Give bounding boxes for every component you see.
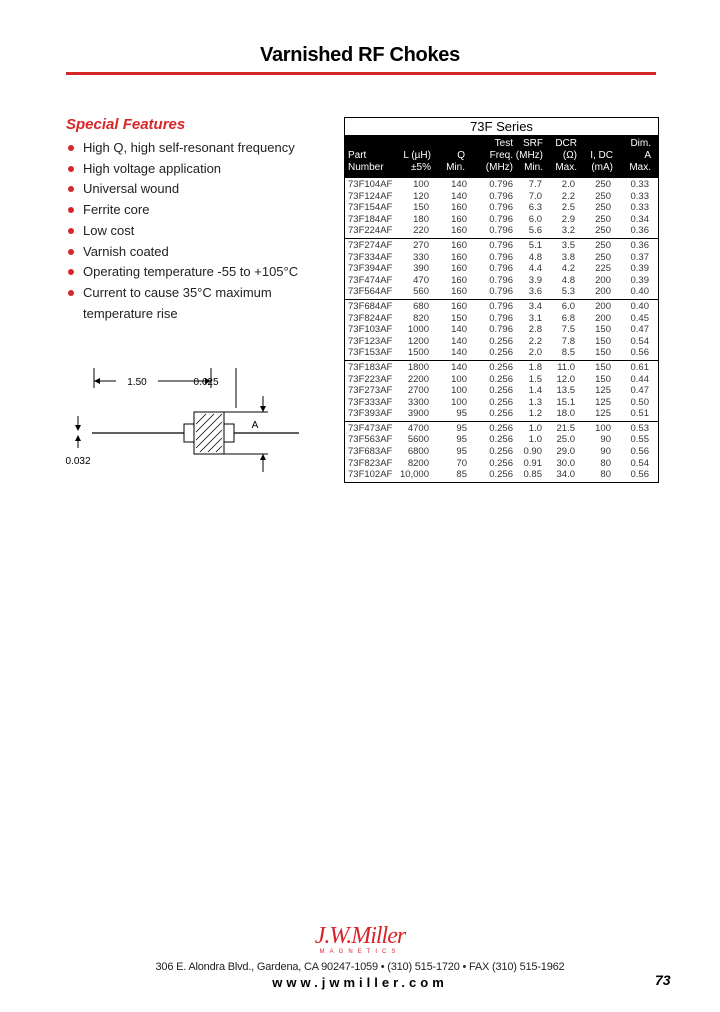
table-cell: 6.0 (528, 213, 542, 225)
table-cell: 0.256 (489, 457, 513, 469)
column-header: SRF (MHz) Min. (515, 138, 543, 173)
table-cell: 125 (595, 385, 611, 397)
column-header: Dim. A Max. (629, 138, 651, 173)
table-cell: 330 (413, 251, 429, 263)
table-cell: 95 (456, 422, 467, 434)
table-cell: 140 (451, 324, 467, 336)
table-cell: 250 (595, 202, 611, 214)
table-cell: 0.54 (630, 457, 649, 469)
table-cell: 10,000 (399, 469, 429, 481)
table-cell: 100 (451, 385, 467, 397)
table-cell: 6.0 (561, 300, 575, 312)
table-header (345, 136, 658, 178)
table-cell: 0.85 (523, 469, 542, 481)
table-cell: 5.1 (528, 239, 542, 251)
table-row (345, 347, 658, 359)
table-cell: 270 (413, 239, 429, 251)
table-cell: 250 (595, 179, 611, 190)
table-cell: 0.796 (489, 274, 513, 286)
table-row (345, 446, 658, 458)
column-header: I, DC (mA) (590, 150, 613, 173)
table-cell: 21.5 (556, 422, 575, 434)
table-cell: 150 (595, 335, 611, 347)
table-cell: 120 (413, 190, 429, 202)
bullet-icon (68, 269, 74, 275)
feature-text: Varnish coated (83, 243, 169, 259)
table-cell: 125 (595, 408, 611, 420)
table-cell: 0.91 (523, 457, 542, 469)
table-cell: 100 (451, 396, 467, 408)
column-header: DCR (Ω) Max. (555, 138, 577, 173)
table-cell: 0.256 (489, 469, 513, 481)
table-cell: 0.45 (630, 312, 649, 324)
table-cell: 0.256 (489, 385, 513, 397)
table-cell: 29.0 (556, 446, 575, 458)
company-logo (0, 924, 720, 956)
table-cell: 0.37 (630, 251, 649, 263)
table-cell: 73F334AF (348, 251, 393, 263)
feature-item (66, 283, 326, 324)
table-cell: 30.0 (556, 457, 575, 469)
table-cell: 95 (456, 446, 467, 458)
table-row (345, 423, 658, 435)
table-row (345, 286, 658, 298)
table-cell: 100 (595, 422, 611, 434)
website-link[interactable]: www.jwmiller.com (272, 975, 448, 990)
table-cell: 1.2 (528, 408, 542, 420)
table-cell: 18.0 (556, 408, 575, 420)
column-header: Part Number (348, 150, 384, 173)
table-cell: 3.1 (528, 312, 542, 324)
table-cell: 4.4 (528, 263, 542, 275)
table-cell: 5.3 (561, 286, 575, 298)
table-cell: 160 (451, 213, 467, 225)
table-cell: 140 (451, 361, 467, 373)
table-cell: 220 (413, 225, 429, 237)
table-cell: 1500 (407, 347, 429, 359)
table-cell: 1200 (407, 335, 429, 347)
table-cell: 95 (456, 408, 467, 420)
table-cell: 73F183AF (348, 361, 393, 373)
table-cell: 2.2 (561, 190, 575, 202)
table-cell: 250 (595, 251, 611, 263)
table-cell: 3.2 (561, 225, 575, 237)
table-cell: 0.47 (630, 385, 649, 397)
table-cell: 7.8 (561, 335, 575, 347)
table-cell: 0.55 (630, 434, 649, 446)
table-cell: 0.47 (630, 324, 649, 336)
feature-item (66, 179, 326, 200)
table-cell: 4.8 (561, 274, 575, 286)
table-row-group (345, 178, 658, 239)
table-cell: 150 (413, 202, 429, 214)
table-cell: 390 (413, 263, 429, 275)
table-row-group (345, 300, 658, 361)
feature-item (66, 200, 326, 221)
table-cell: 73F393AF (348, 408, 393, 420)
table-cell: 73F474AF (348, 274, 393, 286)
table-cell: 200 (595, 312, 611, 324)
table-cell: 80 (600, 469, 611, 481)
table-cell: 0.796 (489, 239, 513, 251)
table-cell: 73F823AF (348, 457, 393, 469)
table-cell: 0.53 (630, 422, 649, 434)
table-cell: 1.8 (528, 361, 542, 373)
table-cell: 250 (595, 190, 611, 202)
bullet-icon (68, 186, 74, 192)
table-cell: 3900 (407, 408, 429, 420)
table-cell: 150 (595, 373, 611, 385)
table-cell: 0.256 (489, 361, 513, 373)
table-cell: 2.9 (561, 213, 575, 225)
table-cell: 11.0 (557, 361, 575, 373)
table-row (345, 191, 658, 203)
table-cell: 3.9 (528, 274, 542, 286)
table-cell: 200 (595, 274, 611, 286)
table-row (345, 324, 658, 336)
table-cell: 0.36 (630, 239, 649, 251)
table-cell: 820 (413, 312, 429, 324)
table-cell: 180 (413, 213, 429, 225)
table-cell: 73F273AF (348, 385, 393, 397)
table-cell: 150 (595, 324, 611, 336)
table-cell: 0.90 (523, 446, 542, 458)
table-cell: 2.0 (528, 347, 542, 359)
table-row-group (345, 361, 658, 422)
table-cell: 0.796 (489, 300, 513, 312)
logo-subtext: MAGNETICS (319, 949, 401, 955)
table-cell: 560 (413, 286, 429, 298)
table-cell: 73F223AF (348, 373, 393, 385)
table-cell: 8200 (407, 457, 429, 469)
table-cell: 0.33 (630, 179, 649, 190)
column-header: L (µH) ±5% (403, 150, 431, 173)
table-row (345, 179, 658, 191)
table-cell: 225 (595, 263, 611, 275)
table-cell: 73F684AF (348, 300, 393, 312)
table-cell: 7.0 (528, 190, 542, 202)
table-cell: 73F103AF (348, 324, 393, 336)
table-cell: 160 (451, 251, 467, 263)
feature-text: Operating temperature -55 to +105°C (83, 264, 299, 280)
bullet-icon (68, 249, 74, 255)
table-cell: 73F154AF (348, 202, 393, 214)
table-cell: 1.5 (528, 373, 542, 385)
table-cell: 160 (451, 263, 467, 275)
title-rule (66, 72, 656, 75)
feature-text: Current to cause 35°C maximum temperature rise (83, 284, 272, 321)
table-cell: 200 (595, 300, 611, 312)
table-cell: 0.33 (630, 202, 649, 214)
table-cell: 125 (595, 396, 611, 408)
table-cell: 3.4 (528, 300, 542, 312)
table-row (345, 397, 658, 409)
table-cell: 150 (595, 361, 611, 373)
table-cell: 0.256 (489, 347, 513, 359)
logo-text: J.W.Miller (314, 923, 406, 949)
dim-length-label: 1.50 (127, 377, 147, 388)
table-cell: 160 (451, 300, 467, 312)
table-cell: 0.796 (489, 324, 513, 336)
table-row (345, 313, 658, 325)
specs-table (344, 117, 659, 483)
feature-item (66, 159, 326, 180)
choke-dimension-drawing (60, 368, 300, 478)
table-row (345, 275, 658, 287)
table-cell: 150 (451, 312, 467, 324)
table-cell: 1000 (407, 324, 429, 336)
table-cell: 73F394AF (348, 263, 393, 275)
table-cell: 73F563AF (348, 434, 393, 446)
bullet-icon (68, 166, 74, 172)
page-number: 73 (655, 972, 671, 988)
column-header: Test Freq. (MHz) (485, 138, 513, 173)
table-cell: 0.256 (489, 446, 513, 458)
table-row (345, 408, 658, 420)
table-cell: 5.6 (528, 225, 542, 237)
table-cell: 1800 (407, 361, 429, 373)
table-row (345, 240, 658, 252)
feature-text: Ferrite core (83, 202, 150, 218)
table-cell: 1.0 (528, 422, 542, 434)
table-cell: 1.4 (528, 385, 542, 397)
table-cell: 73F274AF (348, 239, 393, 251)
feature-text: High voltage application (83, 160, 222, 176)
table-cell: 15.1 (556, 396, 575, 408)
table-cell: 140 (451, 190, 467, 202)
table-cell: 73F102AF (348, 469, 393, 481)
table-row (345, 362, 658, 374)
table-cell: 6.3 (528, 202, 542, 214)
table-cell: 25.0 (556, 434, 575, 446)
table-cell: 160 (451, 202, 467, 214)
table-cell: 2.8 (528, 324, 542, 336)
table-cell: 0.33 (630, 190, 649, 202)
table-cell: 0.796 (489, 213, 513, 225)
table-cell: 140 (451, 347, 467, 359)
table-cell: 140 (451, 179, 467, 190)
table-cell: 2.5 (561, 202, 575, 214)
bullet-icon (68, 145, 74, 151)
table-row (345, 263, 658, 275)
table-cell: 0.40 (630, 300, 649, 312)
table-row-group (345, 239, 658, 300)
table-cell: 73F564AF (348, 286, 393, 298)
table-cell: 250 (595, 239, 611, 251)
table-cell: 2.0 (561, 179, 575, 190)
feature-item (66, 221, 326, 242)
table-row (345, 385, 658, 397)
table-cell: 85 (456, 469, 467, 481)
table-cell: 73F824AF (348, 312, 393, 324)
table-cell: 5600 (407, 434, 429, 446)
table-cell: 3.6 (528, 286, 542, 298)
table-cell: 140 (451, 335, 467, 347)
table-cell: 13.5 (556, 385, 575, 397)
table-cell: 70 (456, 457, 467, 469)
dim-dia-label: A (251, 420, 259, 431)
table-cell: 73F104AF (348, 179, 393, 190)
table-cell: 3.8 (561, 251, 575, 263)
table-cell: 160 (451, 225, 467, 237)
table-cell: 0.796 (489, 251, 513, 263)
table-cell: 7.7 (528, 179, 542, 190)
table-cell: 160 (451, 286, 467, 298)
table-row (345, 374, 658, 386)
table-cell: 0.39 (630, 263, 649, 275)
table-cell: 680 (413, 300, 429, 312)
feature-item (66, 262, 326, 283)
table-cell: 12.0 (556, 373, 575, 385)
table-cell: 0.796 (489, 179, 513, 190)
table-cell: 0.256 (489, 408, 513, 420)
feature-item (66, 138, 326, 159)
table-cell: 0.796 (489, 286, 513, 298)
table-cell: 2.2 (528, 335, 542, 347)
table-row (345, 434, 658, 446)
table-cell: 0.40 (630, 286, 649, 298)
features-heading: Special Features (66, 116, 186, 133)
bullet-icon (68, 290, 74, 296)
table-row (345, 469, 658, 481)
table-cell: 4700 (407, 422, 429, 434)
table-cell: 73F153AF (348, 347, 393, 359)
table-cell: 250 (595, 213, 611, 225)
table-cell: 470 (413, 274, 429, 286)
table-cell: 0.34 (630, 213, 649, 225)
feature-text: Low cost (83, 222, 135, 238)
dim-body-label: 0.625 (193, 377, 219, 388)
table-row (345, 214, 658, 226)
table-cell: 73F224AF (348, 225, 393, 237)
table-cell: 0.56 (630, 347, 649, 359)
table-cell: 100 (451, 373, 467, 385)
table-cell: 0.36 (630, 225, 649, 237)
table-cell: 0.796 (489, 225, 513, 237)
table-cell: 34.0 (556, 469, 575, 481)
table-row (345, 225, 658, 237)
column-header: Q Min. (446, 150, 465, 173)
table-cell: 73F473AF (348, 422, 393, 434)
table-cell: 90 (600, 434, 611, 446)
table-cell: 0.56 (630, 469, 649, 481)
table-cell: 0.796 (489, 263, 513, 275)
page-title: Varnished RF Chokes (260, 44, 460, 66)
table-cell: 80 (600, 457, 611, 469)
table-row (345, 336, 658, 348)
table-cell: 73F333AF (348, 396, 393, 408)
dim-lead-label: 0.032 (65, 456, 91, 467)
table-body (345, 178, 658, 482)
table-cell: 6800 (407, 446, 429, 458)
table-cell: 0.61 (630, 361, 649, 373)
table-cell: 0.56 (630, 446, 649, 458)
table-cell: 0.50 (630, 396, 649, 408)
table-cell: 2200 (407, 373, 429, 385)
table-cell: 0.256 (489, 373, 513, 385)
feature-item (66, 242, 326, 263)
bullet-icon (68, 228, 74, 234)
table-cell: 160 (451, 274, 467, 286)
table-cell: 0.39 (630, 274, 649, 286)
table-cell: 0.796 (489, 312, 513, 324)
table-cell: 0.44 (630, 373, 649, 385)
table-row (345, 301, 658, 313)
table-row (345, 252, 658, 264)
table-cell: 100 (413, 179, 429, 190)
table-cell: 0.796 (489, 190, 513, 202)
table-row (345, 202, 658, 214)
table-cell: 6.8 (561, 312, 575, 324)
company-address: 306 E. Alondra Blvd., Gardena, CA 90247-1059 • (310) 515-1720 • FAX (310) 515-1962 (155, 961, 565, 973)
bullet-icon (68, 207, 74, 213)
table-cell: 200 (595, 286, 611, 298)
table-cell: 160 (451, 239, 467, 251)
feature-text: Universal wound (83, 181, 180, 197)
table-cell: 0.256 (489, 422, 513, 434)
table-cell: 2700 (407, 385, 429, 397)
table-row-group (345, 422, 658, 482)
table-cell: 150 (595, 347, 611, 359)
table-cell: 73F123AF (348, 335, 393, 347)
table-cell: 4.8 (528, 251, 542, 263)
feature-text: High Q, high self-resonant frequency (83, 140, 295, 155)
table-cell: 0.51 (630, 408, 649, 420)
table-cell: 250 (595, 225, 611, 237)
table-series-title: 73F Series (345, 118, 658, 136)
core-end-right (224, 424, 234, 442)
table-cell: 3.5 (561, 239, 575, 251)
table-cell: 7.5 (561, 324, 575, 336)
table-cell: 0.256 (489, 396, 513, 408)
table-cell: 0.54 (630, 335, 649, 347)
table-cell: 73F124AF (348, 190, 393, 202)
table-cell: 0.796 (489, 202, 513, 214)
table-cell: 1.3 (528, 396, 542, 408)
table-cell: 8.5 (561, 347, 575, 359)
table-cell: 73F683AF (348, 446, 393, 458)
table-cell: 3300 (407, 396, 429, 408)
table-cell: 95 (456, 434, 467, 446)
table-cell: 1.0 (528, 434, 542, 446)
table-cell: 4.2 (561, 263, 575, 275)
table-cell: 0.256 (489, 434, 513, 446)
table-cell: 90 (600, 446, 611, 458)
table-cell: 73F184AF (348, 213, 393, 225)
table-row (345, 458, 658, 470)
features-list (66, 138, 326, 324)
core-end-left (184, 424, 194, 442)
table-cell: 0.256 (489, 335, 513, 347)
